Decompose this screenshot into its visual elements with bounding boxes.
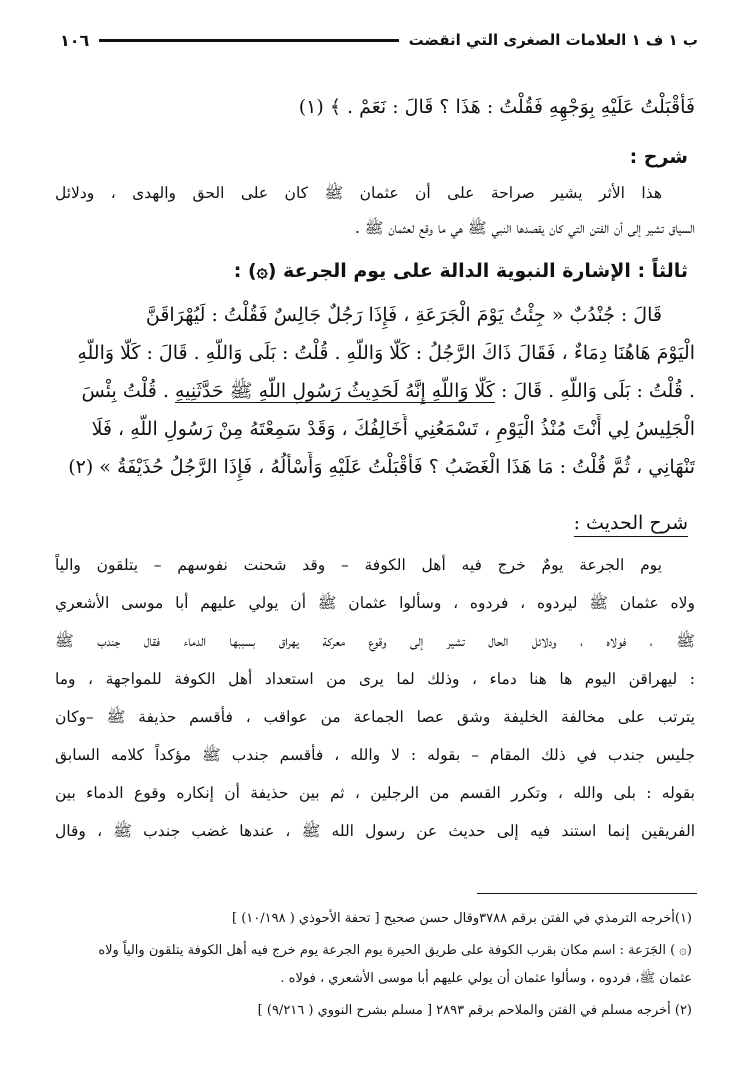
footnote-1: (١)أخرجه الترمذي في الفتن برقم ٣٧٨٨وقال حسن صحيح [ تحفة الأحوذي ( ١٠/١٩٨) ] <box>232 911 692 926</box>
header-rule <box>99 39 398 42</box>
body-line-5: يترتب على مخالفة الخليفة وشق عصا الجماعة من عواقب ، فأقسم حذيفة ﷺ –وكان <box>55 708 695 726</box>
hadith-line-3 <box>55 376 695 406</box>
footnote-rule <box>477 893 697 894</box>
body-line-7: بقوله : بلى والله ، وتكرر القسم من الرجلين ، ثم بين حذيفة أن إنكاره وقوع الدماء بين <box>55 784 695 802</box>
footnote-2-cont: عثمان ﷺ، فردوه ، وسألوا عثمان أن يولي عليهم أبا موسى الأشعري ، فولاه . <box>280 971 692 986</box>
hadith-underlined-phrase: كَلَّا وَاللَّهِ إِنَّهُ لَحَدِيثُ رَسُولِ اللَّهِ ﷺ حَدَّثَنِيهِ <box>174 380 495 402</box>
page-number: ١٠٦ <box>60 30 90 50</box>
sharh-hadith-heading <box>55 508 688 538</box>
body-line-4: : ليهراقن اليوم ها هنا دماء ، وذلك لما يرى من استعداد أهل الكوفة للمواجهة ، وما <box>55 670 695 688</box>
body-line-6: جليس جندب في ذلك المقام – بقوله : لا والله ، فأقسم جندب ﷺ مؤكداً كلامه السابق <box>55 746 695 764</box>
hadith-line-3-start: . قُلْتُ : بَلَى وَاللَّهِ . قَالَ : <box>494 380 695 402</box>
body-line-2: ولاه عثمان ﷺ ليردوه ، فردوه ، وسألوا عثمان ﷺ أن يولي عليهم أبا موسى الأشعري <box>55 594 695 612</box>
running-title: ب ١ ف ١ العلامات الصغرى التي انقضت <box>408 31 698 49</box>
hadith-line-4: الْجَلِيسُ لِي أَنْتَ مُنْذُ الْيَوْمِ ، تَسْمَعُنِي أُخَالِفُكَ ، وَقَدْ سَمِعْتَهُ مِنْ رَسُولِ اللَّهِ ، فَلَا <box>91 418 695 440</box>
footnote-2: (۞ ) الجَرَعة : اسم مكان بقرب الكوفة على طريق الحيرة يوم الجرعة يوم خرج فيه أهل الكوفة يتلقون والياً ولاه <box>98 943 692 958</box>
hadith-line-3-end: . قُلْتُ بِئْسَ <box>81 380 175 402</box>
hadith-line-1: قَالَ : جُنْدُبٌ « جِئْتُ يَوْمَ الْجَرَعَةِ ، فَإِذَا رَجُلٌ جَالِسٌ فَقُلْتُ : لَيُهْرَاقَنَّ <box>145 304 662 326</box>
sharh-hadith-label: شرح الحديث : <box>574 512 688 537</box>
footnote-3: (٢) أخرجه مسلم في الفتن والملاحم برقم ٢٨٩٣ [ مسلم بشرح النووي ( ٩/٢١٦) ] <box>257 1003 692 1018</box>
sharh-label: شرح : <box>629 146 688 168</box>
sharh-line-1: هذا الأثر يشير صراحة على أن عثمان ﷺ كان على الحق والهدى ، ودلائل <box>55 184 662 202</box>
body-line-8: الفريقين إنما استند فيه إلى حديث عن رسول الله ﷺ ، عندها غضب جندب ﷺ ، وقال <box>55 822 695 840</box>
hadith-line-5: تَنْهَانِي ، ثُمَّ قُلْتُ : مَا هَذَا الْغَضَبُ ؟ فَأَقْبَلْتُ عَلَيْهِ وَأَسْأَلُهُ ، فَإِذَا الرَّجُلُ حُذَيْفَةُ » (٢) <box>68 456 695 478</box>
running-header <box>60 28 698 52</box>
hadith-line-2: الْيَوْمَ هَاهُنَا دِمَاءٌ ، فَقَالَ ذَاكَ الرَّجُلُ : كَلَّا وَاللَّهِ . قُلْتُ : بَلَى وَاللَّهِ . قَالَ : كَلَّا وَاللَّهِ <box>77 342 695 364</box>
body-line-3: ﷺ ، فولاه ، ودلائل الحال تشير إلى وقوع معركة يهراق بسببها الدماء فقال جندب ﷺ <box>55 632 695 650</box>
body-line-1: يوم الجرعة يومٌ خرج فيه أهل الكوفة – وقد شحنت نفوسهم – يتلقون والياً <box>55 556 662 574</box>
sharh-line-2: السياق تشير إلى أن الفتن التي كان يقصدها النبي ﷺ هي ما وقع لعثمان ﷺ . <box>354 219 695 237</box>
top-quote: فَأَقْبَلْتُ عَلَيْهِ بِوَجْهِهِ فَقُلْتُ : هَذَا ؟ قَالَ : نَعَمْ . ﴾ (١) <box>298 96 695 118</box>
section-heading: ثالثاً : الإشارة النبوية الدالة على يوم الجرعة (۞) : <box>233 260 688 282</box>
